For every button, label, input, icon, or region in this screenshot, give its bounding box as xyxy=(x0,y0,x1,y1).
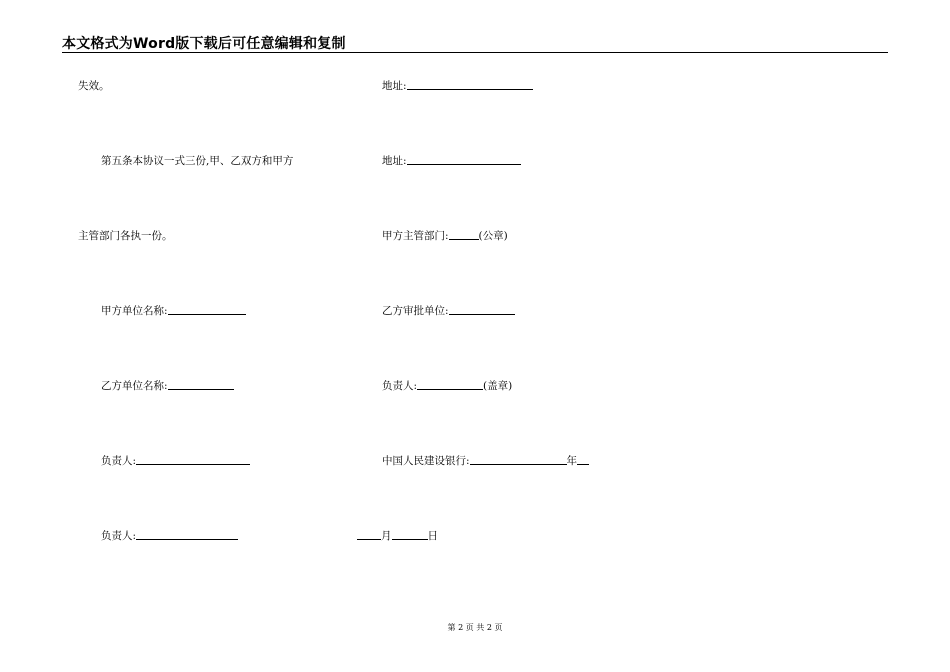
party-a-name-label: 甲方单位名称: xyxy=(101,305,168,317)
page-current: 2 xyxy=(458,623,464,632)
page-middle: 页 共 xyxy=(465,623,485,632)
month-label: 月 xyxy=(381,530,392,542)
page-footer xyxy=(0,622,950,633)
official-seal-note: (公章) xyxy=(478,230,508,242)
address-blank-2 xyxy=(407,154,521,165)
left-line-5 xyxy=(101,379,234,393)
page-prefix: 第 xyxy=(447,623,456,632)
right-line-5 xyxy=(382,379,512,393)
address-blank-1 xyxy=(407,79,533,90)
text-article-5: 第五条本协议一式三份,甲、乙双方和甲方 xyxy=(101,155,294,167)
day-label: 日 xyxy=(427,530,438,542)
party-b-approval-blank xyxy=(449,304,515,315)
right-line-6 xyxy=(382,454,589,468)
right-line-1 xyxy=(382,79,533,93)
left-line-4 xyxy=(101,304,246,318)
page-total: 2 xyxy=(486,623,492,632)
bank-blank xyxy=(470,454,567,465)
year-blank xyxy=(577,454,589,465)
right-line-4 xyxy=(382,304,515,318)
left-line-3 xyxy=(78,229,173,243)
text-departments: 主管部门各执一份。 xyxy=(78,230,173,242)
left-line-7 xyxy=(101,529,238,543)
header-title: 本文格式为Word版下载后可任意编辑和复制 xyxy=(62,36,346,52)
party-a-dept-blank xyxy=(449,229,479,240)
right-line-2 xyxy=(382,154,521,168)
year-label: 年 xyxy=(566,455,578,467)
responsible-blank-1 xyxy=(136,454,250,465)
responsible-label-2: 负责人: xyxy=(101,530,137,542)
party-b-approval-label: 乙方审批单位: xyxy=(382,305,449,317)
right-line-7 xyxy=(357,529,438,543)
right-line-3 xyxy=(382,229,508,243)
party-b-name-blank xyxy=(168,379,234,390)
party-b-name-label: 乙方单位名称: xyxy=(101,380,168,392)
responsible-label-3: 负责人: xyxy=(382,380,418,392)
stamp-note: (盖章) xyxy=(483,380,513,392)
responsible-blank-3 xyxy=(417,379,483,390)
responsible-blank-2 xyxy=(136,529,238,540)
left-line-1 xyxy=(78,79,110,93)
address-label-1: 地址: xyxy=(382,80,407,92)
party-a-dept-label: 甲方主管部门: xyxy=(382,230,449,242)
header-divider xyxy=(62,52,888,53)
responsible-label-1: 负责人: xyxy=(101,455,137,467)
month-blank xyxy=(357,529,381,540)
day-blank xyxy=(392,529,428,540)
text-shixiao: 失效。 xyxy=(78,80,110,92)
address-label-2: 地址: xyxy=(382,155,407,167)
left-line-2 xyxy=(101,154,293,168)
party-a-name-blank xyxy=(168,304,246,315)
left-line-6 xyxy=(101,454,250,468)
bank-label: 中国人民建设银行: xyxy=(382,455,470,467)
page-suffix: 页 xyxy=(494,623,503,632)
